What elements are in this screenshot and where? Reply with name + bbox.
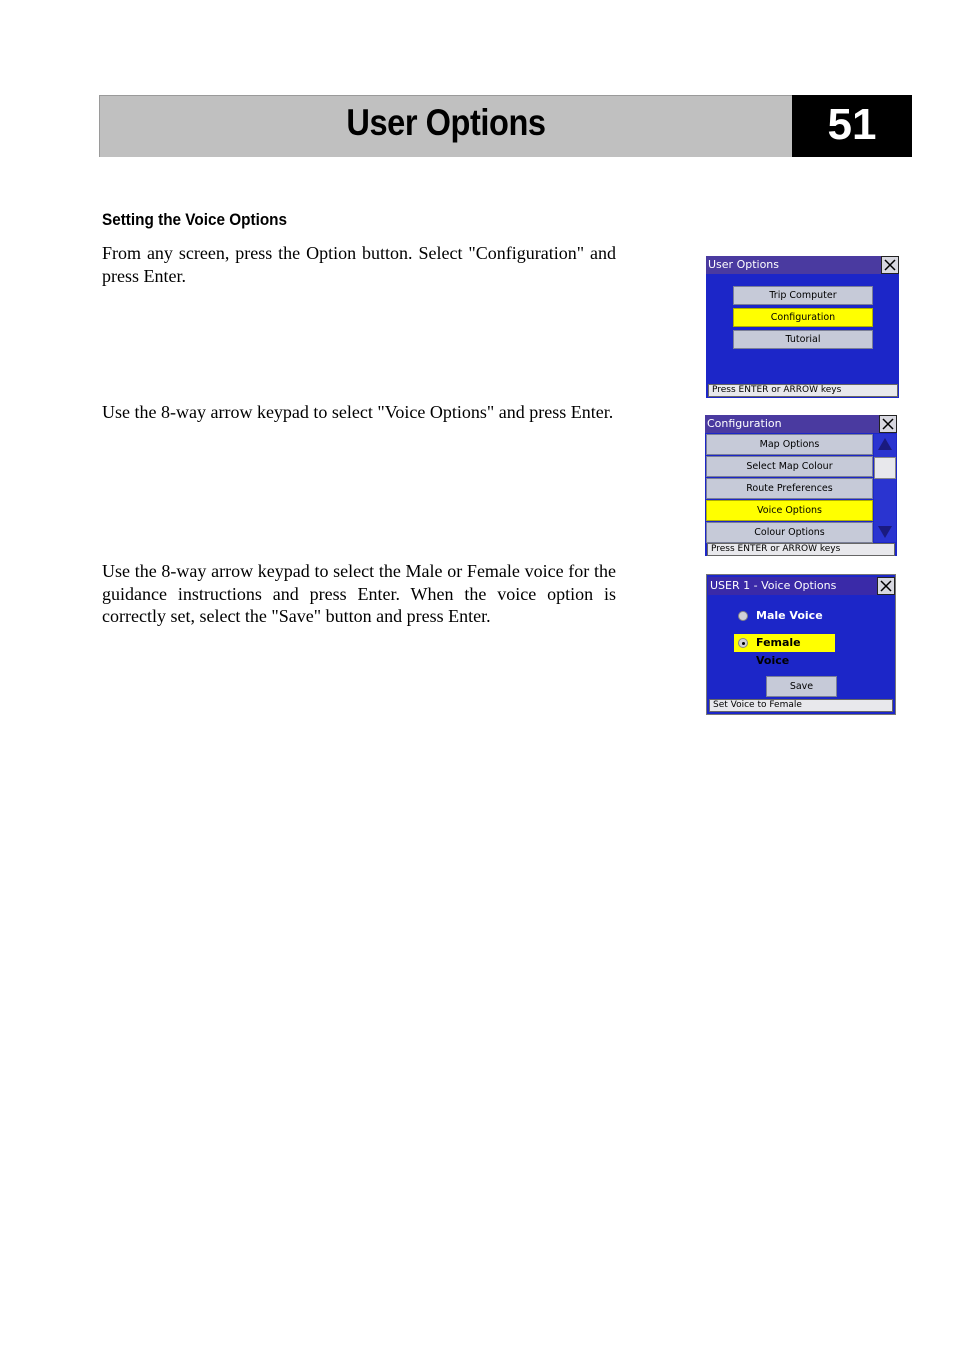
menu-item-voice-options[interactable]: Voice Options bbox=[706, 500, 873, 521]
status-bar: Press ENTER or ARROW keys bbox=[707, 543, 895, 556]
screen-title: Configuration bbox=[705, 415, 879, 433]
radio-male-voice[interactable] bbox=[734, 607, 834, 625]
close-icon bbox=[880, 580, 892, 592]
page-number: 51 bbox=[827, 100, 877, 149]
scroll-up-arrow-icon[interactable] bbox=[877, 437, 893, 451]
page-header-bar bbox=[99, 95, 792, 157]
status-bar: Press ENTER or ARROW keys bbox=[708, 384, 898, 397]
voice-options-screen bbox=[706, 574, 896, 715]
close-button[interactable] bbox=[877, 577, 895, 595]
close-icon bbox=[882, 418, 894, 430]
screen-title: USER 1 - Voice Options bbox=[708, 577, 878, 595]
scroll-thumb[interactable] bbox=[874, 457, 896, 479]
save-button[interactable]: Save bbox=[766, 676, 837, 697]
menu-item-trip-computer[interactable]: Trip Computer bbox=[733, 286, 873, 305]
menu-item-colour-options[interactable]: Colour Options bbox=[706, 522, 873, 543]
instruction-paragraph-1: From any screen, press the Option button. Select "Configuration" and press Enter. bbox=[102, 243, 616, 286]
scroll-down-arrow-icon[interactable] bbox=[877, 525, 893, 539]
radio-button[interactable] bbox=[738, 638, 748, 648]
radio-label: Male Voice bbox=[756, 609, 823, 622]
instruction-paragraph-2: Use the 8-way arrow keypad to select "Voice Options" and press Enter. bbox=[102, 402, 614, 422]
close-button[interactable] bbox=[879, 415, 897, 433]
screen-title: User Options bbox=[706, 256, 881, 274]
close-button[interactable] bbox=[881, 256, 899, 274]
page-number-box bbox=[792, 95, 912, 157]
instruction-paragraph-3: Use the 8-way arrow keypad to select the Male or Female voice for the guidance instructions and press Enter. When the voice option is correctly set, select the "Save" button and press Enter. bbox=[102, 561, 616, 626]
menu-item-route-preferences[interactable]: Route Preferences bbox=[706, 478, 873, 499]
menu-item-select-map-colour[interactable]: Select Map Colour bbox=[706, 456, 873, 477]
status-bar: Set Voice to Female bbox=[709, 699, 893, 712]
section-heading: Setting the Voice Options bbox=[102, 210, 288, 229]
page-title: User Options bbox=[346, 102, 546, 143]
radio-button[interactable] bbox=[738, 611, 748, 621]
configuration-screen bbox=[705, 415, 897, 556]
menu-item-tutorial[interactable]: Tutorial bbox=[733, 330, 873, 349]
menu-item-configuration[interactable]: Configuration bbox=[733, 308, 873, 327]
radio-label: Female Voice bbox=[756, 636, 801, 667]
user-options-screen bbox=[706, 256, 899, 398]
radio-female-voice[interactable] bbox=[734, 634, 835, 667]
menu-item-map-options[interactable]: Map Options bbox=[706, 434, 873, 455]
close-icon bbox=[884, 259, 896, 271]
scrollbar[interactable] bbox=[874, 434, 896, 542]
